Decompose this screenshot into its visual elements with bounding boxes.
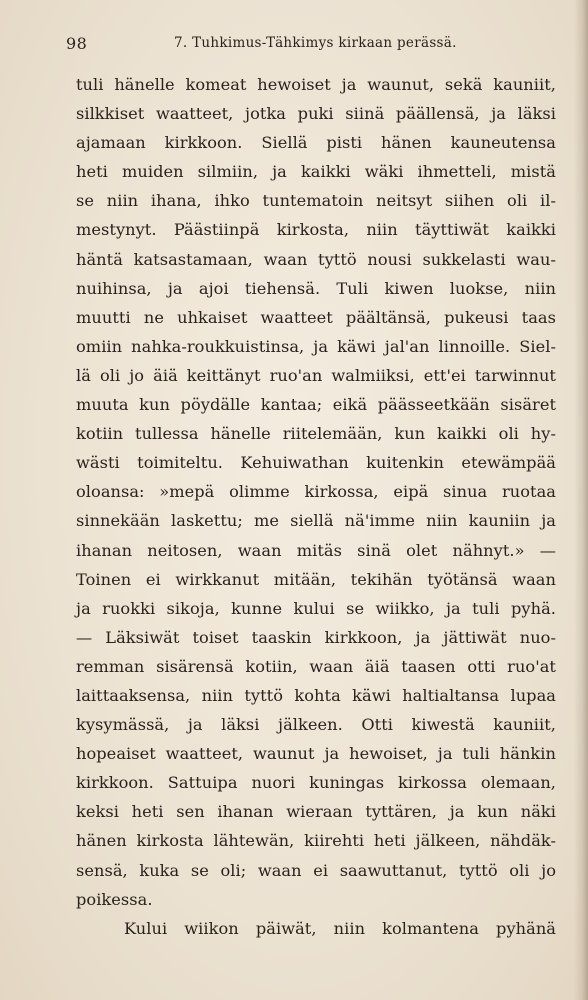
text-line: sinnekään laskettu; me siellä nä'imme niin kauniin ja — [76, 511, 556, 531]
text-line: tuli hänelle komeat hewoiset ja waunut, sekä kauniit, — [76, 75, 556, 94]
body-text — [76, 70, 556, 943]
paragraph-start-line: Kului wiikon päiwät, niin kolmantena pyhänä — [124, 918, 556, 938]
text-line: kysymässä, ja läksi jälkeen. Otti kiwestä kauniit, — [76, 715, 556, 735]
text-line: Toinen ei wirkkanut mitään, tekihän työtänsä waan — [76, 569, 556, 589]
text-line: — Läksiwät toiset taaskin kirkkoon, ja jättiwät nuo- — [76, 627, 556, 647]
text-line: oloansa: »mepä olimme kirkossa, eipä sinua ruotaa — [76, 482, 556, 502]
text-line: hänen kirkosta lähtewän, kiirehti heti jälkeen, nähdäk- — [76, 831, 556, 851]
text-line: omiin nahka-roukkuistinsa, ja käwi jal'an linnoille. Siel- — [76, 336, 556, 356]
text-line: heti muiden silmiin, ja kaikki wäki ihmetteli, mistä — [76, 162, 556, 182]
text-line: laittaaksensa, niin tyttö kohta käwi haltialtansa lupaa — [76, 685, 556, 705]
text-line: nuihinsa, ja ajoi tiehensä. Tuli kiwen luokse, niin — [76, 278, 556, 298]
text-line: muutti ne uhkaiset waatteet päältänsä, pukeusi taas — [76, 307, 556, 327]
page-gutter-shadow — [574, 0, 588, 1000]
chapter-running-title: 7. Tuhkimus-Tähkimys kirkaan perässä. — [174, 35, 457, 51]
text-line: häntä katsastamaan, waan tyttö nousi sukkelasti wau- — [76, 249, 556, 269]
running-head — [66, 34, 552, 56]
text-line: kirkkoon. Sattuipa nuori kuningas kirkossa olemaan, — [76, 773, 556, 793]
text-line: remman sisärensä kotiin, waan äiä taasen otti ruo'at — [76, 656, 556, 676]
text-line: kotiin tullessa hänelle riitelemään, kun kaikki oli hy- — [76, 424, 556, 444]
text-line: keksi heti sen ihanan wieraan tyttären, ja kun näki — [76, 802, 556, 822]
text-line: muuta kun pöydälle kantaa; eikä päässeetkään sisäret — [76, 395, 556, 415]
text-line: ajamaan kirkkoon. Siellä pisti hänen kauneutensa — [76, 133, 556, 153]
text-line: ja ruokki sikoja, kunne kului se wiikko, ja tuli pyhä. — [76, 598, 556, 618]
text-line: sensä, kuka se oli; waan ei saawuttanut, tyttö oli jo — [76, 860, 556, 880]
text-line: se niin ihana, ihko tuntematoin neitsyt siihen oli il- — [76, 191, 556, 211]
text-line: wästi toimiteltu. Kehuiwathan kuitenkin etewämpää — [76, 453, 556, 473]
text-line: silkkiset waatteet, jotka puki siinä päällensä, ja läksi — [76, 104, 556, 124]
paragraph-end-line: poikessa. — [76, 889, 153, 909]
text-line: hopeaiset waatteet, waunut ja hewoiset, ja tuli hänkin — [76, 744, 556, 764]
text-line: lä oli jo äiä keittänyt ruo'an walmiiksi, ett'ei tarwinnut — [76, 365, 556, 385]
text-line: mestynyt. Päästiinpä kirkosta, niin täyttiwät kaikki — [76, 220, 556, 240]
text-line: ihanan neitosen, waan mitäs sinä olet nähnyt.» — — [76, 540, 556, 560]
page-number: 98 — [66, 34, 88, 53]
